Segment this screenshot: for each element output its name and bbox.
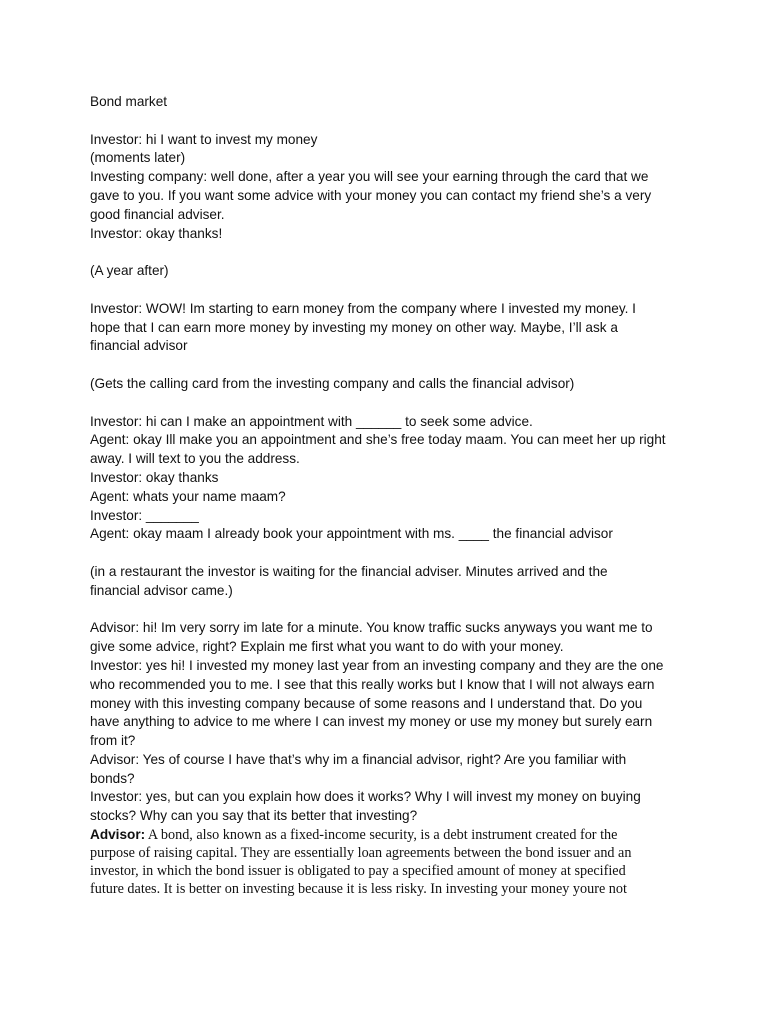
text-line: have anything to advice to me where I can invest my money or use my money but surely earn (90, 714, 653, 730)
text-line: bonds? (90, 770, 135, 786)
text-line: money with this investing company because of some reasons and I understand that. Do you (90, 695, 643, 711)
text-line: give some advice, right? Explain me first what you want to do with your money. (90, 639, 564, 655)
text-line: Investor: WOW! Im starting to earn money from the company where I invested my money. I (90, 300, 636, 316)
blank-line (90, 243, 690, 262)
text-line: (moments later) (90, 150, 186, 166)
text-line: Investor: yes, but can you explain how does it works? Why I will invest my money on buying (90, 789, 641, 805)
dialogue-text (90, 93, 690, 826)
final-line-0 (90, 826, 690, 844)
text-line: (A year after) (90, 263, 169, 279)
blank-line (90, 544, 690, 563)
text-line: Agent: whats your name maam? (90, 488, 286, 504)
blank-line (90, 394, 690, 413)
text-line: hope that I can earn more money by investing my money on other way. Maybe, I’ll ask a (90, 319, 618, 335)
text-line: Investor: okay thanks (90, 469, 219, 485)
text-line: Advisor: Yes of course I have that’s why im a financial advisor, right? Are you familiar with (90, 751, 627, 767)
final-line-3: future dates. It is better on investing because it is less risky. In investing your money youre not (90, 881, 627, 898)
text-line: stocks? Why can you say that its better that investing? (90, 808, 418, 824)
advisor-explanation-block (90, 826, 690, 898)
blank-line (90, 281, 690, 300)
text-line: financial advisor came.) (90, 582, 233, 598)
advisor-label: Advisor: (90, 827, 146, 843)
text-line: Advisor: hi! Im very sorry im late for a minute. You know traffic sucks anyways you want me to (90, 620, 653, 636)
blank-line (90, 356, 690, 375)
text-line: Investor: okay thanks! (90, 225, 223, 241)
final-line-1: purpose of raising capital. They are essentially loan agreements between the bond issuer and an (90, 845, 632, 862)
text-line: good financial adviser. (90, 206, 225, 222)
text-line: Investor: _______ (90, 507, 199, 523)
text-line: Investor: hi I want to invest my money (90, 131, 318, 147)
text-line: (Gets the calling card from the investing company and calls the financial advisor) (90, 375, 575, 391)
text-line: away. I will text to you the address. (90, 451, 300, 467)
document-body (90, 93, 690, 898)
final-line-0-text: A bond, also known as a fixed-income security, is a debt instrument created for the (145, 827, 618, 844)
text-line: from it? (90, 733, 136, 749)
text-line: who recommended you to me. I see that this really works but I know that I will not always earn (90, 676, 655, 692)
text-line: Investor: yes hi! I invested my money last year from an investing company and they are the one (90, 657, 664, 673)
text-line: Agent: okay Ill make you an appointment and she’s free today maam. You can meet her up right (90, 432, 666, 448)
blank-line (90, 601, 690, 620)
text-line: Investing company: well done, after a year you will see your earning through the card that we (90, 169, 649, 185)
text-line: (in a restaurant the investor is waiting for the financial adviser. Minutes arrived and the (90, 563, 608, 579)
blank-line (90, 112, 690, 131)
text-line: Agent: okay maam I already book your appointment with ms. ____ the financial advisor (90, 526, 613, 542)
text-line: gave to you. If you want some advice with your money you can contact my friend she’s a very (90, 187, 652, 203)
document-title: Bond market (90, 94, 168, 109)
final-line-2: investor, in which the bond issuer is obligated to pay a specified amount of money at specified (90, 863, 626, 880)
text-line: financial advisor (90, 338, 188, 354)
text-line: Investor: hi can I make an appointment with ______ to seek some advice. (90, 413, 533, 429)
